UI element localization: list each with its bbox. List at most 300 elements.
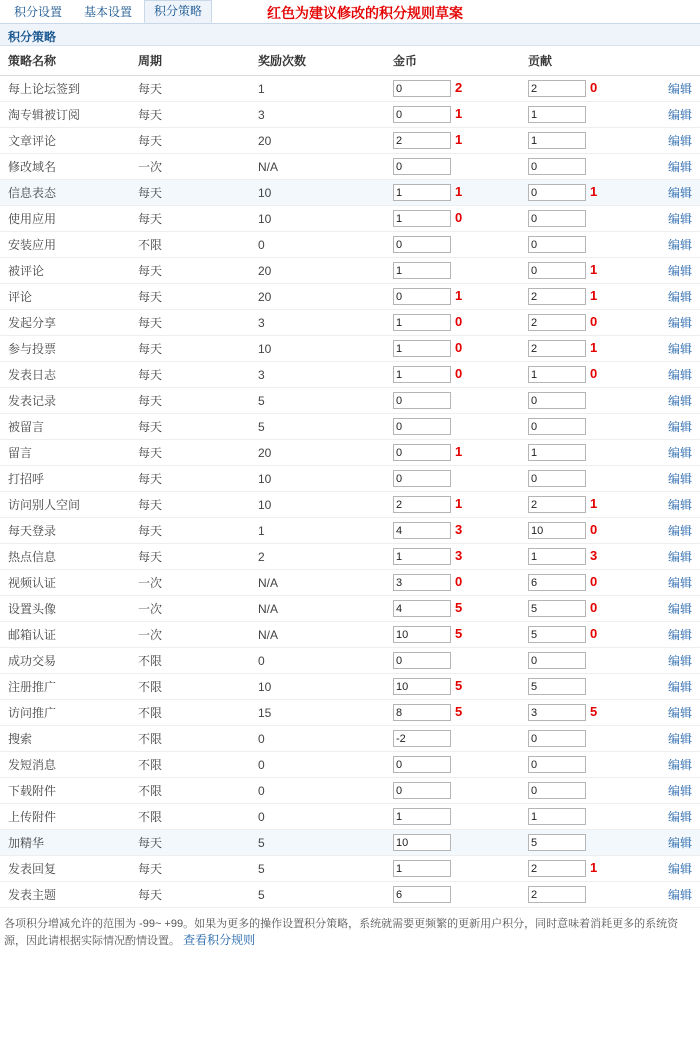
contribution-input[interactable]: [528, 808, 586, 825]
contribution-input[interactable]: [528, 418, 586, 435]
policy-name-cell: [0, 674, 130, 700]
coin-input-wrap: [393, 288, 451, 305]
coin-suggested-value: 1: [455, 496, 463, 511]
contribution-cell: [520, 726, 660, 752]
coin-suggested-value: 2: [455, 80, 463, 95]
policy-name-cell: [0, 180, 130, 206]
policy-times: 0: [258, 809, 265, 824]
edit-cell: [660, 180, 700, 206]
coin-cell: [385, 414, 520, 440]
edit-link[interactable]: 编辑: [668, 394, 693, 408]
policy-name: 注册推广: [8, 680, 57, 694]
contribution-input[interactable]: [528, 782, 586, 799]
contribution-cell: [520, 856, 660, 882]
coin-input-wrap: [393, 80, 451, 97]
edit-link[interactable]: 编辑: [668, 732, 693, 746]
policy-times-cell: [250, 882, 385, 908]
edit-link[interactable]: 编辑: [668, 186, 693, 200]
edit-link[interactable]: 编辑: [668, 316, 693, 330]
coin-input[interactable]: [393, 470, 451, 487]
policy-cycle-cell: [130, 76, 250, 102]
coin-input[interactable]: [393, 132, 451, 149]
policy-cycle-cell: [130, 362, 250, 388]
contribution-cell: [520, 414, 660, 440]
edit-link[interactable]: 编辑: [668, 576, 693, 590]
policy-times: 0: [258, 783, 265, 798]
contribution-input-wrap: [528, 574, 586, 591]
contribution-input-wrap: [528, 262, 586, 279]
coin-suggested-value: 5: [455, 626, 463, 641]
coin-input[interactable]: [393, 730, 451, 747]
policy-cycle: 每天: [138, 446, 163, 460]
edit-link[interactable]: 编辑: [668, 368, 693, 382]
contribution-suggested-value: 0: [590, 314, 598, 329]
edit-link[interactable]: 编辑: [668, 160, 693, 174]
edit-link[interactable]: 编辑: [668, 758, 693, 772]
policy-cycle: 每天: [138, 264, 163, 278]
coin-cell: [385, 778, 520, 804]
table-row: [0, 700, 700, 726]
policy-name: 评论: [8, 290, 33, 304]
edit-cell: [660, 544, 700, 570]
coin-cell: [385, 128, 520, 154]
section-title: [0, 24, 700, 46]
policy-times-cell: [250, 362, 385, 388]
edit-cell: [660, 856, 700, 882]
policy-times-cell: [250, 414, 385, 440]
contribution-cell: [520, 752, 660, 778]
edit-cell: [660, 388, 700, 414]
policy-cycle: 每天: [138, 186, 163, 200]
contribution-suggested-value: 5: [590, 704, 598, 719]
coin-input-wrap: [393, 184, 451, 201]
coin-input[interactable]: [393, 574, 451, 591]
contribution-input[interactable]: [528, 886, 586, 903]
contribution-input[interactable]: [528, 210, 586, 227]
coin-suggested-value: 0: [455, 340, 463, 355]
policy-cycle-cell: [130, 518, 250, 544]
policy-name: 安装应用: [8, 238, 57, 252]
col-contrib: 贡献: [520, 46, 660, 76]
policy-name: 被评论: [8, 264, 45, 278]
table-row: [0, 232, 700, 258]
contribution-input[interactable]: [528, 600, 586, 617]
contribution-input[interactable]: [528, 132, 586, 149]
contribution-suggested-value: 1: [590, 288, 598, 303]
coin-input-wrap: [393, 886, 451, 903]
contribution-input[interactable]: [528, 704, 586, 721]
contribution-input[interactable]: [528, 340, 586, 357]
coin-input[interactable]: [393, 782, 451, 799]
tab-credit-policy[interactable]: [144, 0, 212, 23]
policy-times: 20: [258, 133, 272, 148]
edit-link[interactable]: 编辑: [668, 654, 693, 668]
coin-input[interactable]: [393, 860, 451, 877]
coin-input[interactable]: [393, 106, 451, 123]
edit-link[interactable]: 编辑: [668, 888, 693, 902]
contribution-cell: [520, 336, 660, 362]
contribution-input-wrap: [528, 626, 586, 643]
coin-input[interactable]: [393, 522, 451, 539]
contribution-input-wrap: [528, 80, 586, 97]
policy-name: 文章评论: [8, 134, 57, 148]
coin-input[interactable]: [393, 418, 451, 435]
contribution-cell: [520, 128, 660, 154]
credit-policy-table: [0, 46, 700, 908]
contribution-input[interactable]: [528, 262, 586, 279]
contribution-cell: [520, 310, 660, 336]
table-row: [0, 830, 700, 856]
contribution-input[interactable]: [528, 678, 586, 695]
contribution-input[interactable]: [528, 80, 586, 97]
contribution-cell: [520, 180, 660, 206]
table-row: [0, 674, 700, 700]
contribution-input-wrap: [528, 470, 586, 487]
edit-link[interactable]: 编辑: [668, 472, 693, 486]
policy-name: 成功交易: [8, 654, 57, 668]
policy-times: 10: [258, 341, 272, 356]
policy-times-cell: [250, 726, 385, 752]
policy-name: 信息表态: [8, 186, 57, 200]
policy-name-cell: [0, 778, 130, 804]
policy-name-cell: [0, 388, 130, 414]
coin-input[interactable]: [393, 288, 451, 305]
policy-cycle: 每天: [138, 888, 163, 902]
contribution-input[interactable]: [528, 184, 586, 201]
policy-cycle: 不限: [138, 238, 163, 252]
contribution-input[interactable]: [528, 860, 586, 877]
coin-input[interactable]: [393, 652, 451, 669]
coin-suggested-value: 0: [455, 366, 463, 381]
policy-name-cell: [0, 648, 130, 674]
contribution-input[interactable]: [528, 496, 586, 513]
contribution-input[interactable]: [528, 106, 586, 123]
contribution-input[interactable]: [528, 834, 586, 851]
coin-cell: [385, 882, 520, 908]
policy-name-cell: [0, 414, 130, 440]
coin-input[interactable]: [393, 756, 451, 773]
policy-times: 20: [258, 289, 272, 304]
table-row: [0, 76, 700, 102]
policy-name-cell: [0, 726, 130, 752]
contribution-cell: [520, 674, 660, 700]
policy-cycle-cell: [130, 154, 250, 180]
coin-input-wrap: [393, 314, 451, 331]
coin-cell: [385, 622, 520, 648]
edit-link[interactable]: 编辑: [668, 342, 693, 356]
edit-cell: [660, 154, 700, 180]
view-credit-rules-link[interactable]: 查看积分规则: [183, 933, 256, 947]
policy-times: 0: [258, 731, 265, 746]
policy-times: 15: [258, 705, 272, 720]
policy-name-cell: [0, 804, 130, 830]
coin-input[interactable]: [393, 678, 451, 695]
coin-input[interactable]: [393, 704, 451, 721]
coin-input-wrap: [393, 860, 451, 877]
edit-link[interactable]: 编辑: [668, 628, 693, 642]
contribution-cell: [520, 648, 660, 674]
contribution-cell: [520, 830, 660, 856]
policy-times: 10: [258, 471, 272, 486]
coin-input[interactable]: [393, 184, 451, 201]
contribution-suggested-value: 0: [590, 80, 598, 95]
coin-input-wrap: [393, 340, 451, 357]
col-coin: 金币: [385, 46, 520, 76]
edit-link[interactable]: 编辑: [668, 290, 693, 304]
edit-link[interactable]: 编辑: [668, 82, 693, 96]
coin-input[interactable]: [393, 236, 451, 253]
coin-input[interactable]: [393, 886, 451, 903]
contribution-cell: [520, 492, 660, 518]
coin-input[interactable]: [393, 626, 451, 643]
policy-cycle: 每天: [138, 420, 163, 434]
tab-credit-settings[interactable]: [4, 1, 72, 23]
contribution-cell: [520, 102, 660, 128]
policy-times: 5: [258, 393, 265, 408]
policy-name-cell: [0, 76, 130, 102]
coin-cell: [385, 674, 520, 700]
contribution-input[interactable]: [528, 626, 586, 643]
edit-link[interactable]: 编辑: [668, 550, 693, 564]
policy-cycle: 不限: [138, 758, 163, 772]
contribution-cell: [520, 570, 660, 596]
policy-name-cell: [0, 466, 130, 492]
tab-label: 积分策略: [154, 4, 203, 18]
policy-name: 发短消息: [8, 758, 57, 772]
contribution-input[interactable]: [528, 444, 586, 461]
policy-times-cell: [250, 570, 385, 596]
edit-link[interactable]: 编辑: [668, 238, 693, 252]
policy-times-cell: [250, 700, 385, 726]
contribution-input[interactable]: [528, 756, 586, 773]
coin-cell: [385, 700, 520, 726]
coin-input[interactable]: [393, 210, 451, 227]
coin-cell: [385, 440, 520, 466]
policy-times-cell: [250, 388, 385, 414]
policy-cycle: 一次: [138, 576, 163, 590]
coin-cell: [385, 804, 520, 830]
policy-cycle-cell: [130, 180, 250, 206]
edit-cell: [660, 570, 700, 596]
edit-cell: [660, 726, 700, 752]
policy-name-cell: [0, 310, 130, 336]
policy-name-cell: [0, 128, 130, 154]
contribution-input-wrap: [528, 808, 586, 825]
coin-input[interactable]: [393, 340, 451, 357]
footer-note: [0, 908, 700, 949]
policy-cycle-cell: [130, 804, 250, 830]
policy-name: 设置头像: [8, 602, 57, 616]
policy-times: 0: [258, 757, 265, 772]
policy-name-cell: [0, 596, 130, 622]
contribution-suggested-value: 1: [590, 262, 598, 277]
coin-input[interactable]: [393, 548, 451, 565]
coin-input[interactable]: [393, 834, 451, 851]
edit-cell: [660, 466, 700, 492]
coin-input[interactable]: [393, 392, 451, 409]
policy-cycle-cell: [130, 830, 250, 856]
contribution-cell: [520, 206, 660, 232]
coin-input[interactable]: [393, 600, 451, 617]
contribution-input[interactable]: [528, 236, 586, 253]
policy-name-cell: [0, 856, 130, 882]
coin-input-wrap: [393, 522, 451, 539]
coin-suggested-value: 1: [455, 184, 463, 199]
table-row: [0, 388, 700, 414]
contribution-input[interactable]: [528, 392, 586, 409]
contribution-input[interactable]: [528, 314, 586, 331]
contribution-suggested-value: 1: [590, 340, 598, 355]
contribution-input[interactable]: [528, 158, 586, 175]
coin-input-wrap: [393, 678, 451, 695]
edit-cell: [660, 206, 700, 232]
edit-cell: [660, 128, 700, 154]
policy-cycle-cell: [130, 388, 250, 414]
table-row: [0, 622, 700, 648]
coin-input-wrap: [393, 366, 451, 383]
table-row: [0, 362, 700, 388]
contribution-input-wrap: [528, 704, 586, 721]
edit-link[interactable]: 编辑: [668, 810, 693, 824]
contribution-cell: [520, 154, 660, 180]
edit-cell: [660, 102, 700, 128]
coin-suggested-value: 3: [455, 522, 463, 537]
coin-suggested-value: 0: [455, 314, 463, 329]
contribution-suggested-value: 0: [590, 626, 598, 641]
coin-input-wrap: [393, 418, 451, 435]
contribution-input[interactable]: [528, 522, 586, 539]
policy-times-cell: [250, 830, 385, 856]
edit-cell: [660, 440, 700, 466]
edit-link[interactable]: 编辑: [668, 706, 693, 720]
policy-cycle: 每天: [138, 134, 163, 148]
contribution-input[interactable]: [528, 366, 586, 383]
edit-cell: [660, 596, 700, 622]
table-row: [0, 154, 700, 180]
contribution-input-wrap: [528, 314, 586, 331]
policy-times-cell: [250, 804, 385, 830]
policy-cycle-cell: [130, 544, 250, 570]
contribution-input[interactable]: [528, 652, 586, 669]
coin-input-wrap: [393, 548, 451, 565]
edit-link[interactable]: 编辑: [668, 498, 693, 512]
coin-cell: [385, 388, 520, 414]
policy-times: 10: [258, 497, 272, 512]
edit-link[interactable]: 编辑: [668, 134, 693, 148]
coin-cell: [385, 102, 520, 128]
table-row: [0, 284, 700, 310]
policy-cycle-cell: [130, 570, 250, 596]
policy-name: 发表日志: [8, 368, 57, 382]
edit-link[interactable]: 编辑: [668, 446, 693, 460]
coin-input[interactable]: [393, 314, 451, 331]
policy-cycle-cell: [130, 726, 250, 752]
tab-bar: [0, 0, 700, 24]
policy-name: 发起分享: [8, 316, 57, 330]
edit-link[interactable]: 编辑: [668, 836, 693, 850]
policy-name-cell: [0, 830, 130, 856]
coin-input[interactable]: [393, 808, 451, 825]
edit-link[interactable]: 编辑: [668, 602, 693, 616]
edit-cell: [660, 700, 700, 726]
coin-cell: [385, 336, 520, 362]
contribution-input[interactable]: [528, 548, 586, 565]
contribution-input[interactable]: [528, 574, 586, 591]
coin-input[interactable]: [393, 366, 451, 383]
policy-cycle: 不限: [138, 654, 163, 668]
policy-times: 10: [258, 679, 272, 694]
policy-cycle-cell: [130, 102, 250, 128]
contribution-input-wrap: [528, 652, 586, 669]
policy-cycle-cell: [130, 258, 250, 284]
policy-name: 热点信息: [8, 550, 57, 564]
contribution-input[interactable]: [528, 288, 586, 305]
policy-cycle-cell: [130, 622, 250, 648]
coin-input-wrap: [393, 132, 451, 149]
edit-link[interactable]: 编辑: [668, 212, 693, 226]
table-row: [0, 128, 700, 154]
table-row: [0, 726, 700, 752]
policy-name-cell: [0, 518, 130, 544]
coin-input[interactable]: [393, 444, 451, 461]
tab-basic-settings[interactable]: [74, 1, 142, 23]
coin-cell: [385, 596, 520, 622]
table-row: [0, 596, 700, 622]
contribution-input-wrap: [528, 236, 586, 253]
edit-link[interactable]: 编辑: [668, 524, 693, 538]
contribution-input-wrap: [528, 496, 586, 513]
coin-input-wrap: [393, 652, 451, 669]
policy-name: 留言: [8, 446, 33, 460]
coin-suggested-value: 5: [455, 678, 463, 693]
coin-input[interactable]: [393, 496, 451, 513]
policy-name: 每上论坛签到: [8, 82, 81, 96]
policy-cycle: 每天: [138, 394, 163, 408]
coin-input-wrap: [393, 834, 451, 851]
contribution-input[interactable]: [528, 470, 586, 487]
edit-link[interactable]: 编辑: [668, 264, 693, 278]
coin-input[interactable]: [393, 80, 451, 97]
policy-cycle-cell: [130, 752, 250, 778]
coin-input[interactable]: [393, 262, 451, 279]
edit-link[interactable]: 编辑: [668, 680, 693, 694]
contribution-cell: [520, 466, 660, 492]
policy-cycle-cell: [130, 648, 250, 674]
edit-cell: [660, 76, 700, 102]
policy-times-cell: [250, 466, 385, 492]
contribution-input[interactable]: [528, 730, 586, 747]
coin-input[interactable]: [393, 158, 451, 175]
edit-link[interactable]: 编辑: [668, 784, 693, 798]
policy-times: N/A: [258, 627, 279, 642]
contribution-suggested-value: 0: [590, 522, 598, 537]
table-row: [0, 466, 700, 492]
policy-name: 每天登录: [8, 524, 57, 538]
policy-times-cell: [250, 76, 385, 102]
policy-name: 淘专辑被订阅: [8, 108, 81, 122]
coin-input-wrap: [393, 808, 451, 825]
footer-note-text: 各项积分增减允许的范围为 -99~ +99。如果为更多的操作设置积分策略，系统就需要更频繁的更新用户积分，同时意味着消耗更多的系统资源，因此请根据实际情况酌情设置。: [4, 918, 679, 947]
policy-cycle: 每天: [138, 316, 163, 330]
policy-name: 打招呼: [8, 472, 45, 486]
edit-link[interactable]: 编辑: [668, 420, 693, 434]
contribution-cell: [520, 778, 660, 804]
policy-times: 5: [258, 887, 265, 902]
edit-link[interactable]: 编辑: [668, 862, 693, 876]
edit-link[interactable]: 编辑: [668, 108, 693, 122]
policy-cycle-cell: [130, 414, 250, 440]
table-row: [0, 648, 700, 674]
